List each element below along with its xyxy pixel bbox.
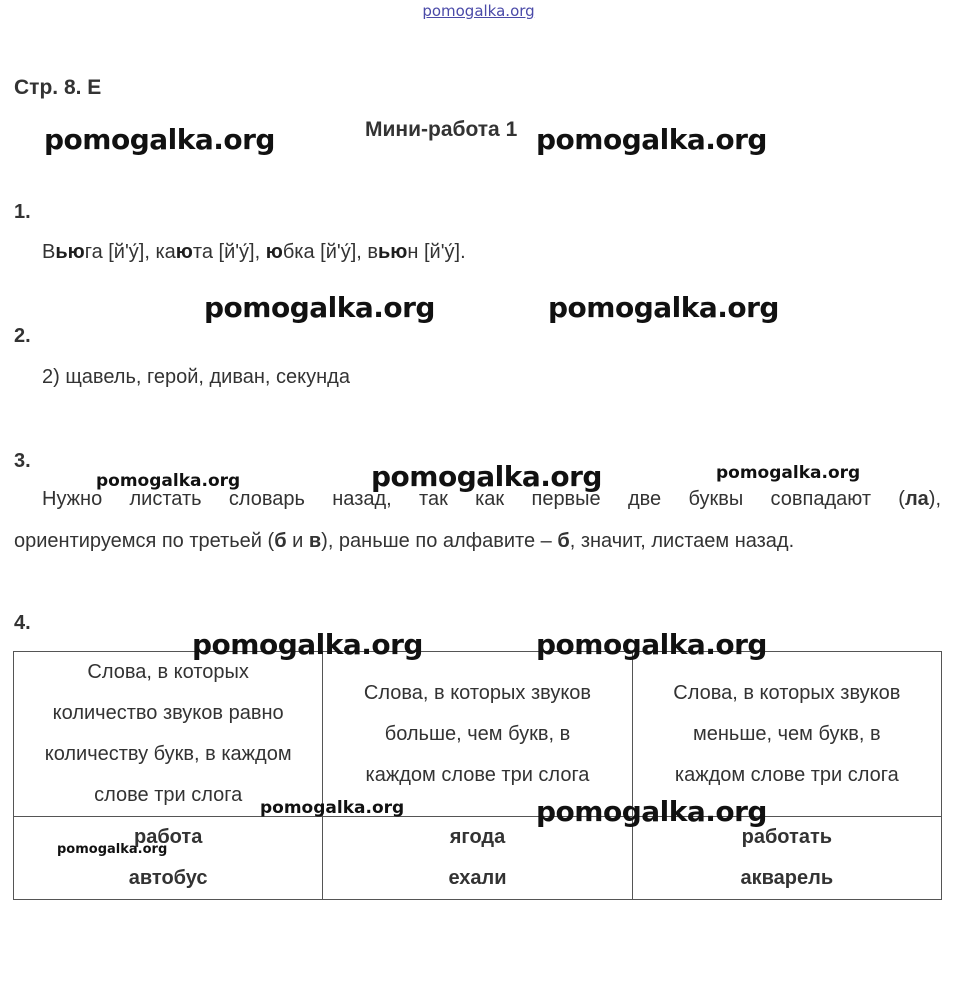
table-header-row xyxy=(14,652,942,817)
bold-letters: ю xyxy=(265,241,283,263)
header-line: количество звуков равно xyxy=(52,702,284,724)
watermark: pomogalka.org xyxy=(260,798,405,818)
table-cell xyxy=(14,817,323,900)
table-cell xyxy=(632,817,941,900)
sounds-letters-table xyxy=(13,651,942,900)
site-header-link[interactable]: pomogalka.org xyxy=(422,2,535,20)
header-line: Слова, в которых звуков xyxy=(673,681,901,704)
task-1-answer xyxy=(42,241,466,264)
header-line: Слова, в которых xyxy=(87,661,249,683)
word: автобус xyxy=(128,867,208,889)
task-2-number: 2. xyxy=(14,325,31,347)
table-header-cell xyxy=(14,652,323,817)
task-2-answer: 2) щавель, герой, диван, секунда xyxy=(42,366,350,388)
header-line: больше, чем букв, в xyxy=(384,722,571,745)
task-1-number: 1. xyxy=(14,201,31,223)
watermark: pomogalka.org xyxy=(536,628,767,661)
header-line: слове три слога xyxy=(94,784,243,806)
bold-letters: ю xyxy=(175,241,193,263)
mini-work-title: Мини-работа 1 xyxy=(365,118,518,141)
watermark: pomogalka.org xyxy=(57,842,168,857)
bold-letters: ью xyxy=(378,241,408,263)
watermark: pomogalka.org xyxy=(548,291,779,324)
text: га [й'у́], ка xyxy=(84,241,176,263)
text: ), раньше по алфавите – xyxy=(321,530,558,552)
task-3-number: 3. xyxy=(14,450,31,472)
word: ехали xyxy=(448,867,507,889)
word: работа xyxy=(133,826,203,848)
table-header-cell xyxy=(323,652,632,817)
header-line: каждом слове три слога xyxy=(674,763,899,786)
watermark: pomogalka.org xyxy=(204,291,435,324)
header-line: Слова, в которых звуков xyxy=(363,681,592,704)
text: та [й'у́], xyxy=(192,241,266,263)
text: В xyxy=(42,241,56,263)
bold-letters: ла xyxy=(904,488,929,510)
watermark: pomogalka.org xyxy=(96,471,241,491)
header-line: количеству букв, в каждом xyxy=(44,743,292,765)
watermark: pomogalka.org xyxy=(536,795,767,828)
header-line: каждом слове три слога xyxy=(365,763,590,786)
text: ориентируемся по третьей ( xyxy=(14,530,275,552)
bold-letters: ью xyxy=(55,241,85,263)
bold-letter: в xyxy=(308,530,322,552)
table-cell xyxy=(323,817,632,900)
bold-letter: б xyxy=(557,530,570,552)
word: акварель xyxy=(740,867,834,889)
page-reference: Стр. 8. Е xyxy=(14,76,102,99)
text: и xyxy=(286,530,309,552)
word: ягода xyxy=(449,826,506,848)
watermark: pomogalka.org xyxy=(192,628,423,661)
table-row xyxy=(14,817,942,900)
text: бка [й'у́], в xyxy=(282,241,378,263)
task-3-line-2 xyxy=(14,530,794,553)
task-4-number: 4. xyxy=(14,612,31,634)
watermark: pomogalka.org xyxy=(371,460,602,493)
watermark: pomogalka.org xyxy=(44,123,275,156)
watermark: pomogalka.org xyxy=(536,123,767,156)
word: работать xyxy=(741,826,833,848)
text: Нужно листать словарь назад, так как первые две буквы совпадают ( xyxy=(42,488,905,510)
text: ), xyxy=(928,488,941,510)
text: н [й'у́]. xyxy=(407,241,466,263)
bold-letter: б xyxy=(274,530,287,552)
header-line: меньше, чем букв, в xyxy=(693,722,881,745)
text: , значит, листаем назад. xyxy=(569,530,795,552)
watermark: pomogalka.org xyxy=(716,463,861,483)
table-header-cell xyxy=(632,652,941,817)
